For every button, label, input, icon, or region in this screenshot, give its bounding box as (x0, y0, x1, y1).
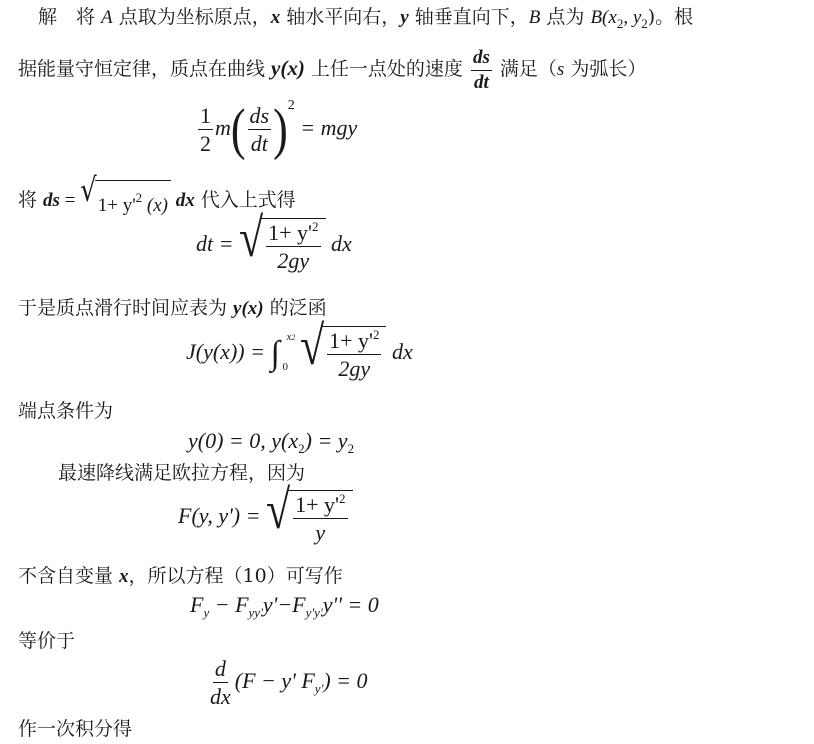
equation-boundary: y(0) = 0, $y(x_2) = y_2$ (188, 428, 355, 456)
text-line-7: 不含自变量 x，所以方程（10）可写作 (18, 565, 343, 587)
equation-euler: $F_y - F_{yy'}y'-F_{y'y'}y'' = 0$ (190, 592, 379, 620)
equation-functional: J(y(x)) = ∫ x2 0 √ $\frac{1+ y'^2}{2gy}$ dx (186, 315, 413, 382)
equation-F: F(y, y') = √ $\frac{1+ y'^2}{y}$ (178, 490, 353, 546)
text-line-2: 据能量守恒定律，质点在曲线 y(x) 上任一点处的速度 $\frac{ds}{dt}$ 满足（s 为弧长） (18, 46, 647, 93)
equation-dt: dt = √ $\frac{1+ y'^2}{2gy}$ dx (196, 207, 352, 274)
equation-energy: $\frac{1}{2}$ m( $\frac{ds}{dt}$ )$^2$ = mgy (200, 97, 358, 162)
text-line-3: 将 ds = √ $1+ y'^2$ (x) dx 代入上式得 (18, 180, 296, 222)
ds-dt-fraction: $\frac{ds}{dt}$ (472, 46, 490, 93)
text-line-4: 于是质点滑行时间应表为 y(x) 的泛函 (18, 297, 327, 319)
text-line-5: 端点条件为 (18, 400, 114, 422)
text-line-1: 解 将 A 点取为坐标原点，x 轴水平向右，y 轴垂直向下，B 点为 $B(x_2$, $y_2$)。根 (38, 6, 694, 31)
text-line-6: 最速降线满足欧拉方程，因为 (58, 462, 306, 484)
text-line-8: 等价于 (18, 630, 76, 652)
text-line-9: 作一次积分得 (18, 718, 133, 740)
equation-integral-form: $\frac{d}{dx}$ (F − y' $F_{y'}) = 0$ (210, 656, 368, 710)
